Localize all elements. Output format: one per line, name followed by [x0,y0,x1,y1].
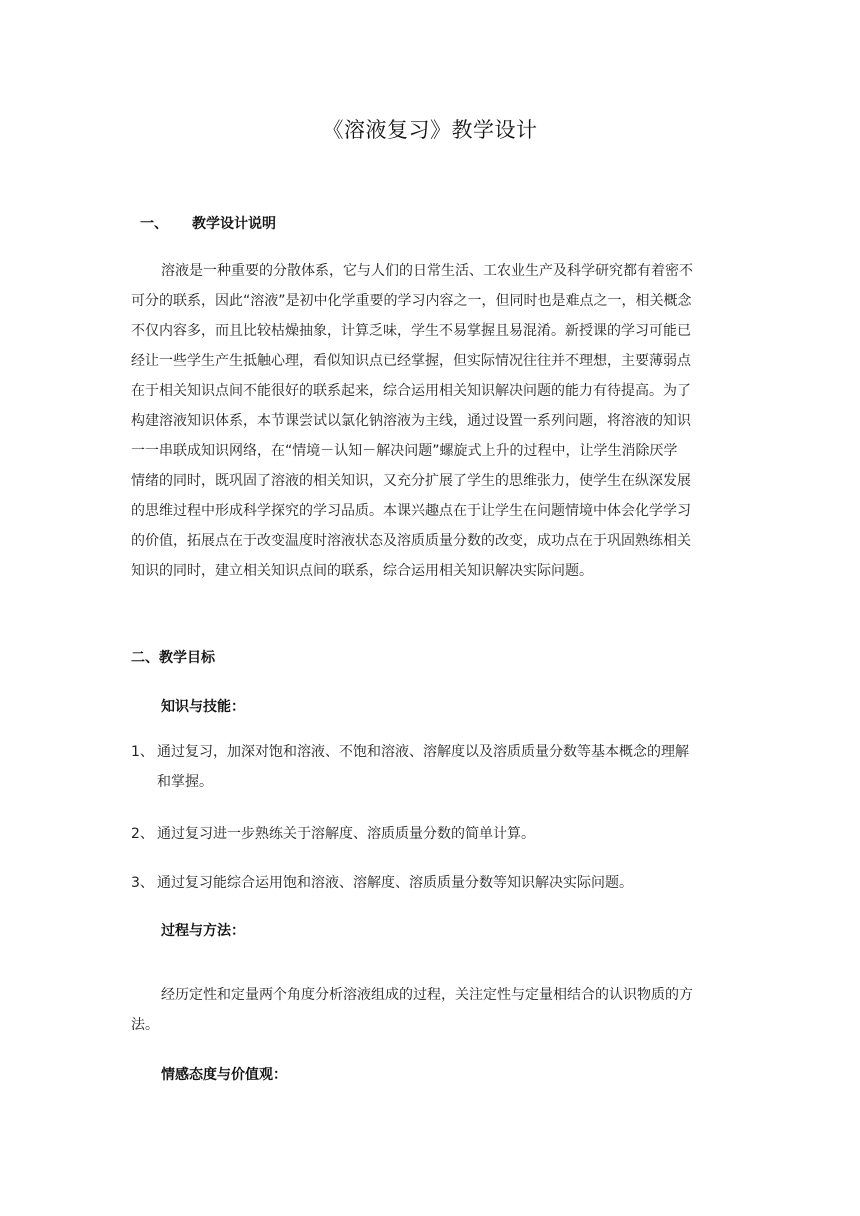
list-item [131,868,730,898]
section-number: 一、 [140,216,168,232]
list-item [131,737,730,797]
list-item-text [157,737,730,797]
list-marker: 3、 [131,875,154,891]
list-item-line: 和掌握。 [157,774,213,790]
paragraph-line: 经让一些学生产生抵触心理，看似知识点已经掌握，但实际情况往往并不理想，主要薄弱点 [131,353,691,369]
section-heading-2: 二、教学目标 [131,650,215,666]
paragraph-line: 情绪的同时，既巩固了溶液的相关知识，又充分扩展了学生的思维张力，使学生在纵深发展 [131,473,691,489]
paragraph-line: 一一串联成知识网络，在“情境－认知－解决问题”螺旋式上升的过程中，让学生消除厌学 [131,443,678,459]
emotion-values-heading: 情感态度与价值观： [161,1067,287,1083]
knowledge-skills-heading: 知识与技能： [161,699,245,715]
paragraph-line: 构建溶液知识体系，本节课尝试以氯化钠溶液为主线，通过设置一系列问题，将溶液的知识 [131,413,691,429]
list-item-text [157,868,730,898]
paragraph-line: 在于相关知识点间不能很好的联系起来，综合运用相关知识解决问题的能力有待提高。为了 [131,383,691,399]
process-method-heading: 过程与方法： [161,923,245,939]
paragraph-line: 可分的联系，因此“溶液”是初中化学重要的学习内容之一，但同时也是难点之一，相关概念 [131,293,692,309]
list-item [131,819,730,849]
paragraph-line: 的价值，拓展点在于改变温度时溶液状态及溶质质量分数的改变，成功点在于巩固熟练相关 [131,533,691,549]
list-marker: 2、 [131,826,154,842]
paragraph-line: 法。 [131,1017,159,1033]
list-item-line: 通过复习进一步熟练关于溶解度、溶质质量分数的简单计算。 [157,826,535,842]
section-heading-1 [140,213,276,233]
section-heading-text: 教学设计说明 [192,216,276,232]
paragraph-line: 的思维过程中形成科学探究的学习品质。本课兴趣点在于让学生在问题情境中体会化学学习 [131,503,691,519]
paragraph-line: 不仅内容多，而且比较枯燥抽象，计算乏味，学生不易掌握且易混淆。新授课的学习可能已 [131,323,691,339]
paragraph-line: 经历定性和定量两个角度分析溶液组成的过程，关注定性与定量相结合的认识物质的方 [161,987,693,1003]
list-item-line: 通过复习，加深对饱和溶液、不饱和溶液、溶解度以及溶质质量分数等基本概念的理解 [157,744,689,760]
list-marker: 1、 [131,744,154,760]
list-item-text [157,819,730,849]
paragraph-line: 知识的同时，建立相关知识点间的联系，综合运用相关知识解决实际问题。 [131,563,593,579]
design-description-paragraph [131,256,730,586]
paragraph-line: 溶液是一种重要的分散体系，它与人们的日常生活、工农业生产及科学研究都有着密不 [161,263,693,279]
document-title: 《溶液复习》教学设计 [322,118,538,142]
list-item-line: 通过复习能综合运用饱和溶液、溶解度、溶质质量分数等知识解决实际问题。 [157,875,633,891]
process-method-paragraph [131,980,730,1040]
